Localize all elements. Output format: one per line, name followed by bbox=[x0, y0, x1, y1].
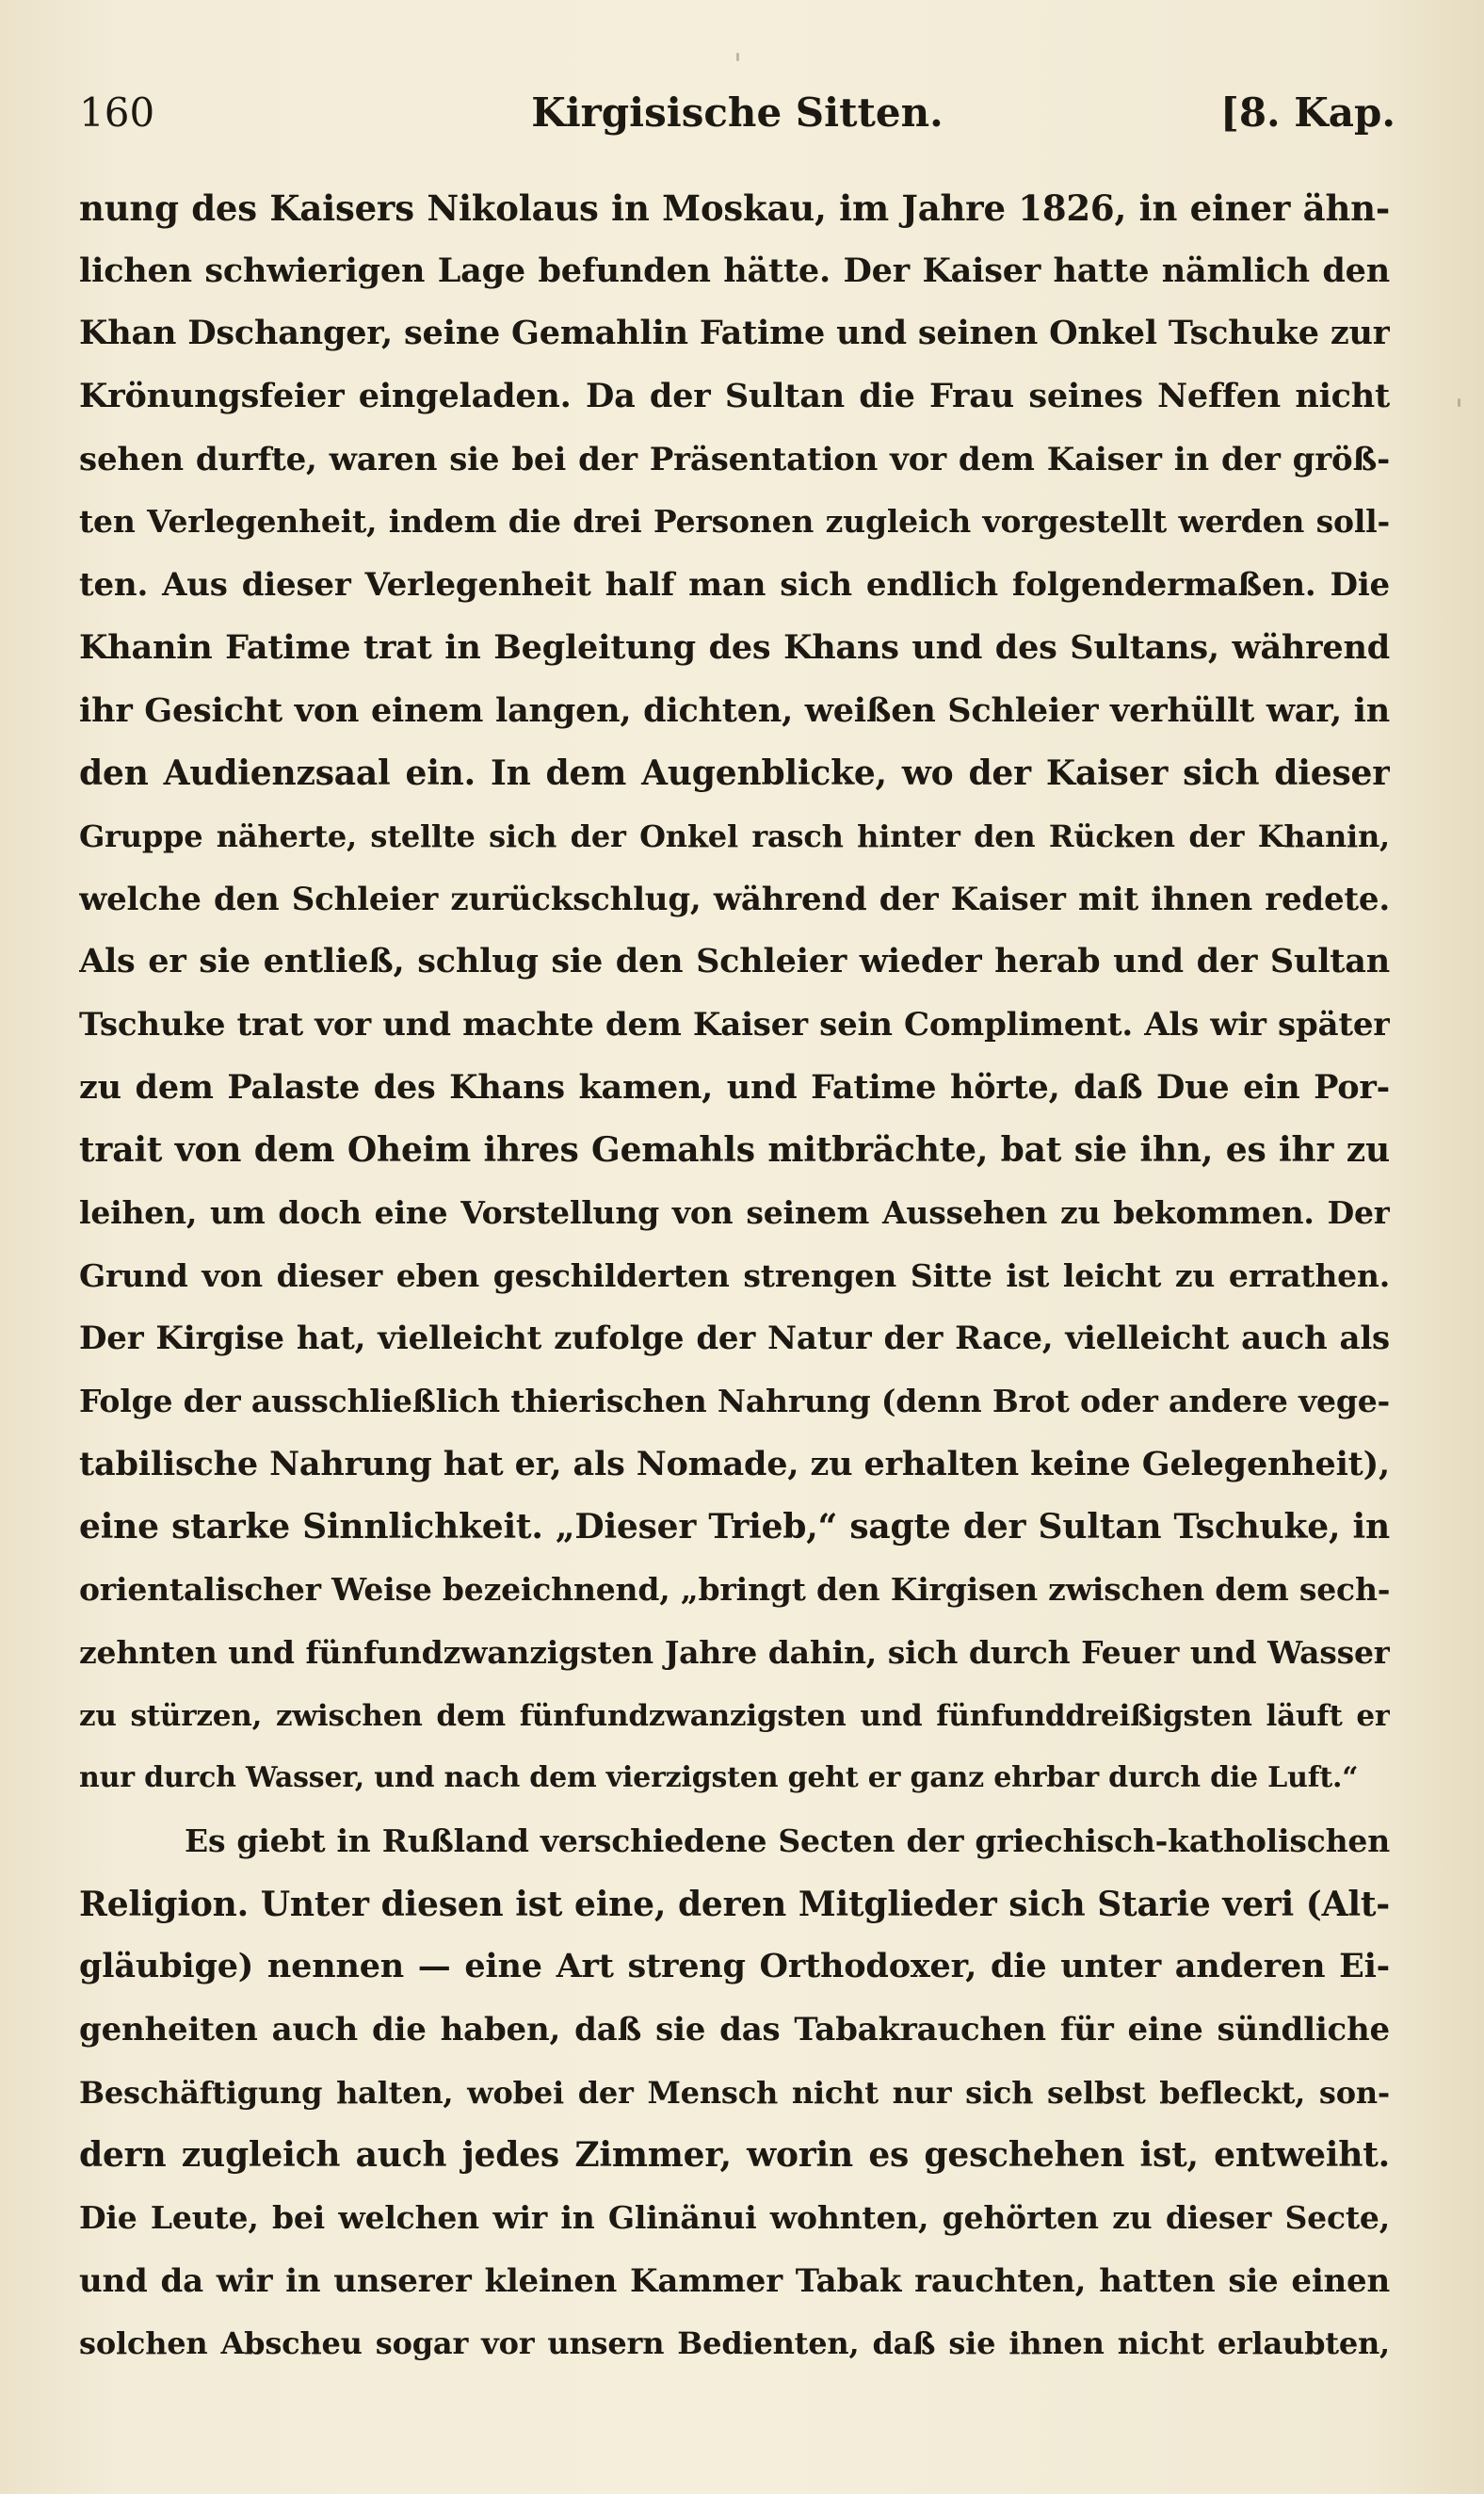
running-title: Kirgisische Sitten. bbox=[531, 89, 944, 136]
text-line: sehen durfte, waren sie bei der Präsentation vor dem Kaiser in der größ- bbox=[79, 440, 1390, 478]
text-line: Tschuke trat vor und machte dem Kaiser sein Compliment. Als wir später bbox=[79, 1005, 1390, 1044]
body-text bbox=[79, 177, 1390, 2375]
text-line: trait von dem Oheim ihres Gemahls mitbrächte, bat sie ihn, es ihr zu bbox=[79, 1130, 1390, 1171]
text-line: Gruppe näherte, stellte sich der Onkel rasch hinter den Rücken der Khanin, bbox=[79, 818, 1390, 854]
text-line: leihen, um doch eine Vorstellung von seinem Aussehen zu bekommen. Der bbox=[79, 1194, 1390, 1231]
text-line: ten Verlegenheit, indem die drei Personen zugleich vorgestellt werden soll- bbox=[79, 503, 1390, 541]
text-line: Khanin Fatime trat in Begleitung des Khans und des Sultans, während bbox=[79, 627, 1390, 667]
text-line: genheiten auch die haben, daß sie das Tabakrauchen für eine sündliche bbox=[79, 2010, 1390, 2049]
text-line: eine starke Sinnlichkeit. „Dieser Trieb,“ sagte der Sultan Tschuke, in bbox=[79, 1507, 1390, 1547]
text-line: ten. Aus dieser Verlegenheit half man sich endlich folgendermaßen. Die bbox=[79, 566, 1390, 605]
paragraph-end-line: nur durch Wasser, und nach dem vierzigsten geht er ganz ehrbar durch die Luft.“ bbox=[79, 1761, 1359, 1795]
text-line: Als er sie entließ, schlug sie den Schleier wieder herab und der Sultan bbox=[79, 942, 1390, 981]
page-number: 160 bbox=[79, 89, 155, 136]
text-line: Der Kirgise hat, vielleicht zufolge der Natur der Race, vielleicht auch als bbox=[79, 1320, 1390, 1358]
text-line: Grund von dieser eben geschilderten strengen Sitte ist leicht zu errathen. bbox=[79, 1256, 1390, 1294]
text-line: Krönungsfeier eingeladen. Da der Sultan die Frau seines Neffen nicht bbox=[79, 377, 1390, 416]
text-line: zehnten und fünfundzwanzigsten Jahre dahin, sich durch Feuer und Wasser bbox=[79, 1633, 1390, 1671]
chapter-reference: [8. Kap. bbox=[1219, 89, 1395, 136]
text-line: orientalischer Weise bezeichnend, „bringt den Kirgisen zwischen dem sech- bbox=[79, 1571, 1390, 1609]
text-line: solchen Abscheu sogar vor unsern Bedienten, daß sie ihnen nicht erlaubten, bbox=[79, 2325, 1390, 2362]
text-line: Folge der ausschließlich thierischen Nahrung (denn Brot oder andere vege- bbox=[79, 1383, 1390, 1420]
text-line: den Audienzsaal ein. In dem Augenblicke, wo der Kaiser sich dieser bbox=[79, 753, 1390, 794]
text-line: Die Leute, bei welchen wir in Glinänui wohnten, gehörten zu dieser Secte, bbox=[79, 2199, 1390, 2236]
page-header bbox=[79, 85, 1395, 141]
text-line: und da wir in unserer kleinen Kammer Tabak rauchten, hatten sie einen bbox=[79, 2261, 1390, 2300]
text-line: zu dem Palaste des Khans kamen, und Fatime hörte, daß Due ein Por- bbox=[79, 1067, 1390, 1107]
paragraph-start-line: Es giebt in Rußland verschiedene Secten der griechisch-katholischen bbox=[185, 1822, 1390, 1859]
text-line: lichen schwierigen Lage befunden hätte. Der Kaiser hatte nämlich den bbox=[79, 251, 1390, 290]
text-line: Beschäftigung halten, wobei der Mensch nicht nur sich selbst befleckt, son- bbox=[79, 2074, 1390, 2111]
paper-speck bbox=[1458, 398, 1460, 407]
text-line: tabilische Nahrung hat er, als Nomade, zu erhalten keine Gelegenheit), bbox=[79, 1444, 1390, 1483]
text-line: dern zugleich auch jedes Zimmer, worin es geschehen ist, entweiht. bbox=[79, 2135, 1390, 2176]
text-line: Religion. Unter diesen ist eine, deren Mitglieder sich Starie veri (Alt- bbox=[79, 1884, 1390, 1924]
text-line: Khan Dschanger, seine Gemahlin Fatime und seinen Onkel Tschuke zur bbox=[79, 314, 1390, 353]
text-line: zu stürzen, zwischen dem fünfundzwanzigsten und fünfunddreißigsten läuft er bbox=[79, 1698, 1390, 1733]
paper-speck bbox=[736, 53, 739, 61]
text-line: gläubige) nennen — eine Art streng Orthodoxer, die unter anderen Ei- bbox=[79, 1947, 1390, 1986]
text-line: ihr Gesicht von einem langen, dichten, weißen Schleier verhüllt war, in bbox=[79, 690, 1390, 730]
text-line: welche den Schleier zurückschlug, während der Kaiser mit ihnen redete. bbox=[79, 880, 1390, 918]
text-line: nung des Kaisers Nikolaus in Moskau, im Jahre 1826, in einer ähn- bbox=[79, 187, 1390, 229]
